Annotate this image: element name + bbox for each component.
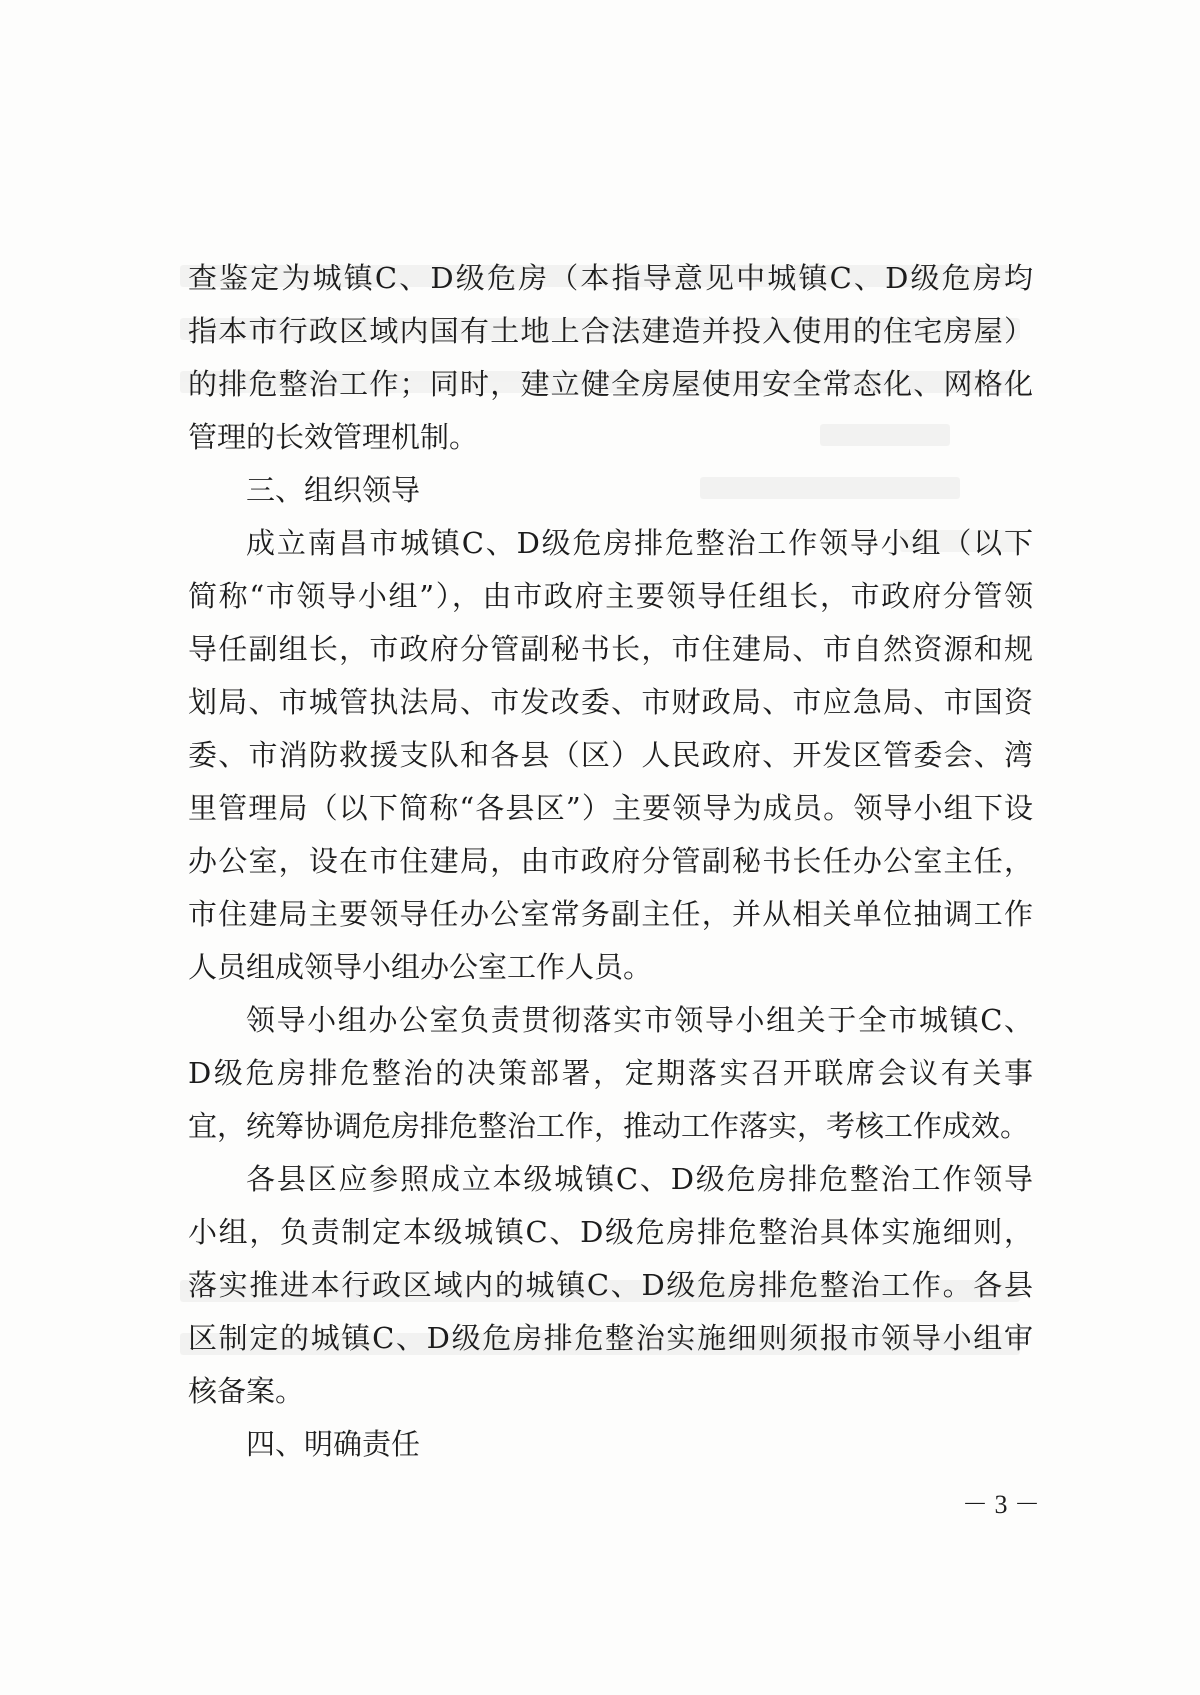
paragraph-county-groups xyxy=(188,1153,1033,1418)
text-line: 成立南昌市城镇C、D级危房排危整治工作领导小组（以下 xyxy=(246,526,1033,560)
text-line: 宜，统筹协调危房排危整治工作，推动工作落实，考核工作成效。 xyxy=(188,1109,1030,1143)
text-line: 市住建局主要领导任办公室常务副主任，并从相关单位抽调工作 xyxy=(188,897,1033,931)
text-line: 各县区应参照成立本级城镇C、D级危房排危整治工作领导 xyxy=(246,1162,1033,1196)
text-line: 里管理局（以下简称“各县区”）主要领导为成员。领导小组下设 xyxy=(188,791,1033,825)
text-line: 划局、市城管执法局、市发改委、市财政局、市应急局、市国资 xyxy=(188,685,1033,719)
page-number: － 3 － xyxy=(961,1490,1040,1519)
text-line: 指本市行政区域内国有土地上合法建造并投入使用的住宅房屋） xyxy=(188,314,1033,348)
text-line: 管理的长效管理机制。 xyxy=(188,420,479,454)
text-line: 区制定的城镇C、D级危房排危整治实施细则须报市领导小组审 xyxy=(188,1321,1033,1355)
text-line: 人员组成领导小组办公室工作人员。 xyxy=(188,950,653,984)
text-line: 简称“市领导小组”），由市政府主要领导任组长，市政府分管领 xyxy=(188,579,1033,613)
body-text xyxy=(188,252,1033,1471)
text-line: 落实推进本行政区域内的城镇C、D级危房排危整治工作。各县 xyxy=(188,1268,1033,1302)
text-line: 办公室，设在市住建局，由市政府分管副秘书长任办公室主任， xyxy=(188,844,1033,878)
paragraph-leading-group xyxy=(188,517,1033,994)
text-line: 查鉴定为城镇C、D级危房（本指导意见中城镇C、D级危房均 xyxy=(188,261,1033,295)
paragraph-office-duties xyxy=(188,994,1033,1153)
text-line: 委、市消防救援支队和各县（区）人民政府、开发区管委会、湾 xyxy=(188,738,1033,772)
text-line: 小组，负责制定本级城镇C、D级危房排危整治具体实施细则， xyxy=(188,1215,1033,1249)
section-heading-responsibility: 四、明确责任 xyxy=(246,1427,421,1461)
text-line: 的排危整治工作；同时，建立健全房屋使用安全常态化、网格化 xyxy=(188,367,1033,401)
text-line: 导任副组长，市政府分管副秘书长，市住建局、市自然资源和规 xyxy=(188,632,1033,666)
section-heading-organization: 三、组织领导 xyxy=(246,473,421,507)
text-line: D级危房排危整治的决策部署，定期落实召开联席会议有关事 xyxy=(188,1056,1033,1090)
text-line: 核备案。 xyxy=(188,1374,305,1408)
intro-paragraph xyxy=(188,252,1033,464)
text-line: 领导小组办公室负责贯彻落实市领导小组关于全市城镇C、 xyxy=(246,1003,1033,1037)
